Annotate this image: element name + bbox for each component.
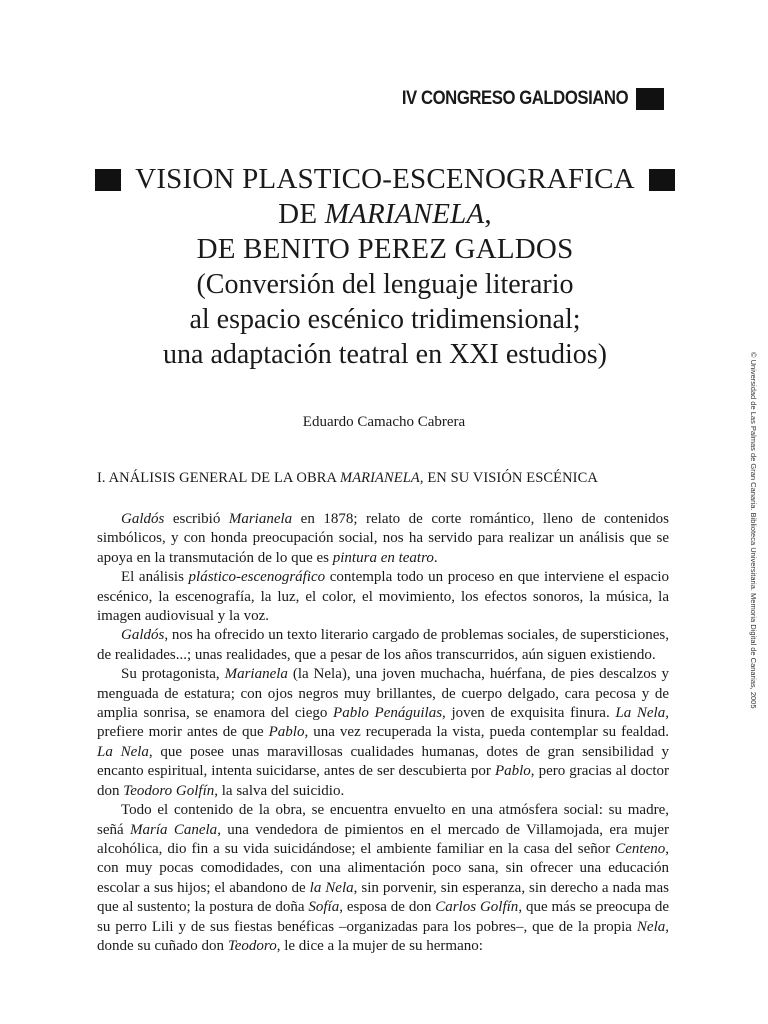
paragraph [97,510,669,568]
article-title [95,162,675,372]
italic-run: Marianela [228,511,293,527]
italic-run: Galdós [121,511,165,527]
section-heading [97,470,598,487]
subtitle-line-1: (Conversión del lenguaje literario [196,269,574,300]
text-run: , una vez recuperada la vista, pueda contemplar su fealdad. [304,724,669,741]
italic-run: La Nela [97,743,149,760]
section-work-name: MARIANELA, [340,470,424,486]
italic-run: Pablo [268,724,305,741]
italic-run: Centeno [615,840,666,857]
italic-run: Pablo Penáguilas [333,705,443,722]
italic-run: Galdós [121,627,165,644]
black-square-icon [95,169,121,191]
text-run: , nos ha ofrecido un texto literario cargado de problemas sociales, de supersticiones, de realidades...; unas realidades, que a pesar de los años transcurridos, aún siguen existiendo. [97,627,669,663]
text-run: , le dice a la mujer de su hermano: [276,937,483,954]
text-run: , donde su cuñado don [97,918,669,954]
paragraph [97,801,669,956]
text-run: escribió [164,511,229,527]
italic-run: Nela [636,918,666,935]
title-prefix: DE [278,198,325,230]
title-line-2 [95,197,675,232]
paragraph [97,626,669,665]
text-run: , que más se preocupa de su perro Lili y de sus fiestas benéficas –organizadas para los pobres–, que de la propia [97,899,669,935]
italic-run: Sofía [308,899,340,916]
title-text-1: VISION PLASTICO-ESCENOGRAFICA [135,163,635,195]
header-title: IV CONGRESO GALDOSIANO [401,88,628,109]
author-name: Eduardo Camacho Cabrera [302,414,466,430]
section-suffix: EN SU VISIÓN ESCÉNICA [423,470,598,486]
text-run: , que posee unas maravillosas cualidades humanas, dotes de gran sensibilidad y encanto espiritual, intenta suicidarse, antes de ser descubierta por [97,743,669,780]
paragraph [97,568,669,626]
title-comma: , [484,198,492,230]
title-line-1 [95,162,675,197]
body-text [97,510,669,956]
italic-run: Teodoro Golfín [123,782,215,799]
text-run: , sin porvenir, sin esperanza, sin derecho a nada mas que al sustento; la postura de doña [97,879,669,916]
copyright-sidebar [748,352,758,709]
text-run: , la salva del suicidio. [214,782,345,799]
title-line-3: DE BENITO PEREZ GALDOS [196,233,574,265]
section-prefix: I. ANÁLISIS GENERAL DE LA OBRA [97,470,341,486]
text-run: , prefiere morir antes de que [97,705,669,741]
text-run: , joven de exquisita finura. [442,705,616,722]
text-run: , una vendedora de pimientos en el mercado de Villamojada, era mujer alcohólica, dio fin a su vida suicidándose; el ambiente familiar en la casa del señor [97,821,669,857]
italic-run: la Nela [309,879,354,896]
text-run: . [433,549,438,566]
text-run: , esposa de don [339,899,436,916]
subtitle-line-2: al espacio escénico tridimensional; [189,304,581,335]
text-run: , con muy pocas comodidades, con una alimentación poco sana, sin ofrecer una educación escolar a sus hijos; el abandono de [97,840,669,896]
copyright-text: © Universidad de Las Palmas de Gran Canaria. Biblioteca Universitaria. Memoria Digital de Canarias, 2005 [749,352,758,709]
italic-run: pintura en teatro [332,549,434,566]
text-run: (la Nela), una joven muchacha, huérfana, de pies descalzos y menguada de estatura; con ojos negros muy brillantes, de cuerpo delgado, cara pecosa y de amplia sonrisa, se enamora del ciego [97,666,669,722]
italic-run: plástico-escenográfico [188,569,326,586]
text-run: Su protagonista, [121,666,225,683]
italic-run: María Canela [130,821,218,838]
subtitle-line-3: una adaptación teatral en XXI estudios) [163,339,607,370]
text-run: , pero gracias al doctor don [97,763,669,799]
italic-run: Carlos Golfín [435,899,519,916]
text-run: El análisis [121,569,189,586]
black-square-icon [636,88,664,110]
black-square-icon [649,169,675,191]
text-run: en 1878; relato de corte romántico, lleno de contenidos simbólicos, y con honda preocupación social, nos ha servido para realizar un análisis que se apoya en la transmutación de lo que es [97,511,670,566]
title-work-name: MARIANELA [324,198,485,230]
italic-run: Marianela [224,666,288,683]
text-run: Todo el contenido de la obra, se encuentra envuelto en una atmósfera social: su madre, señá [97,802,669,838]
italic-run: Pablo [494,763,531,780]
text-run: contempla todo un proceso en que interviene el espacio escénico, la escenografía, la luz, el color, el movimiento, los efectos sonoros, la música, la imagen audiovisual y la voz. [97,569,669,625]
running-header [371,88,664,110]
italic-run: Teodoro [227,937,277,954]
italic-run: La Nela [615,705,666,722]
paragraph [97,665,669,801]
